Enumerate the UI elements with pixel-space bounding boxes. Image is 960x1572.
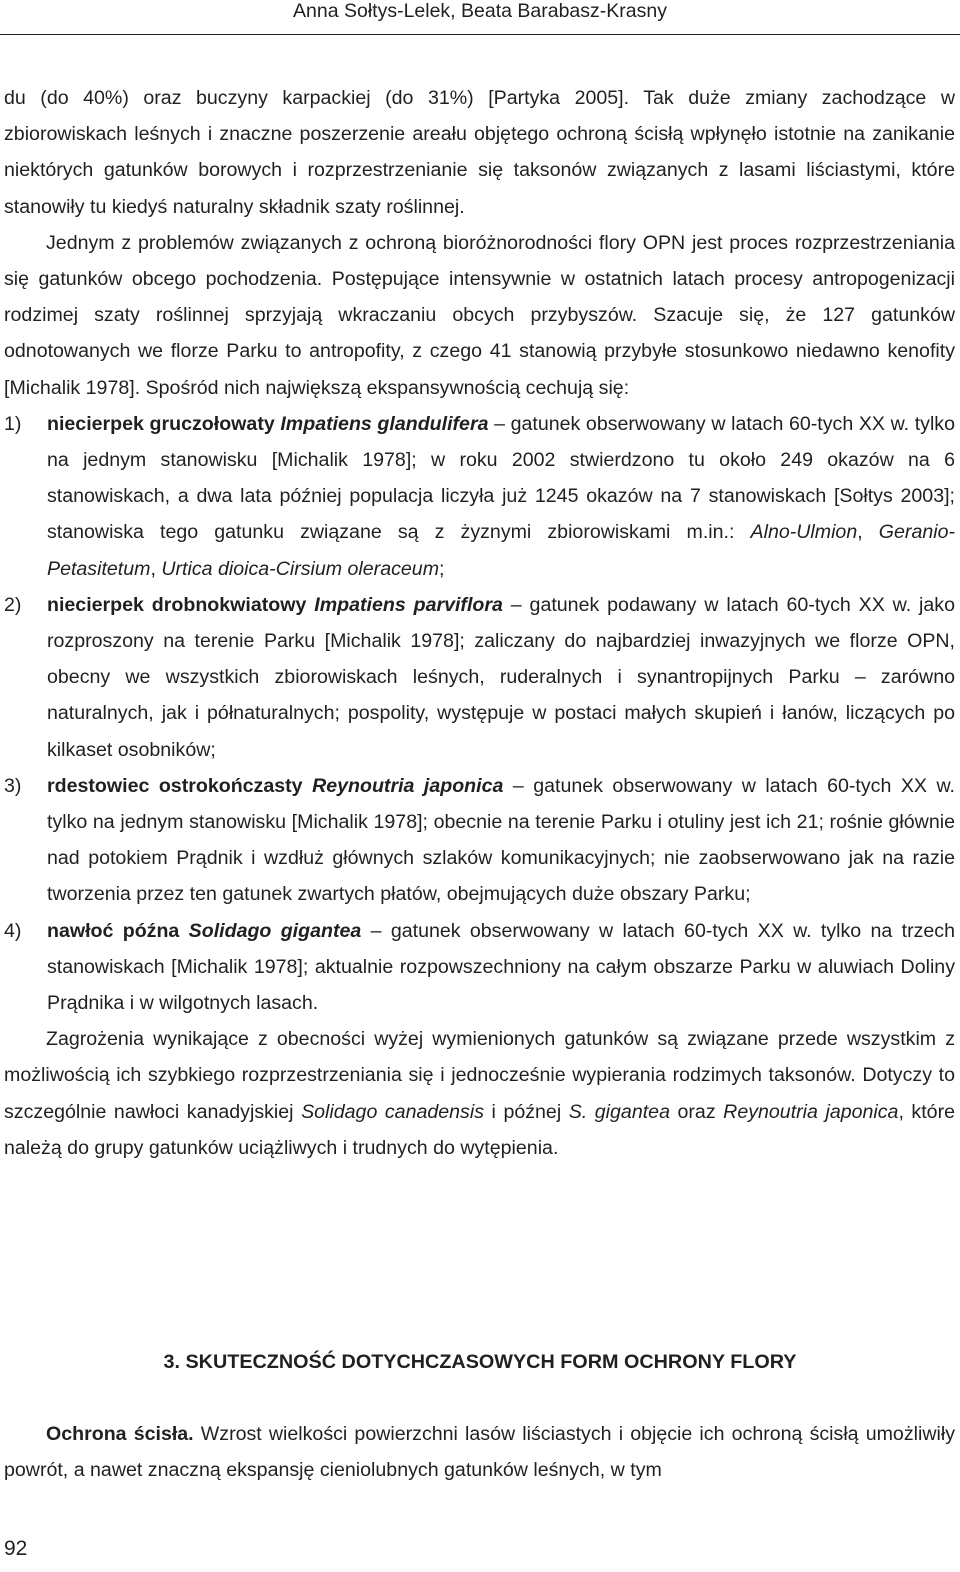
species-list [4, 406, 955, 1021]
syntaxon-name: Geranio-Petasitetum [47, 521, 956, 580]
paragraph-3-text: oraz [669, 1100, 724, 1123]
list-item [4, 587, 955, 768]
species-name-lat: Impatiens glandulifera [280, 412, 489, 435]
species-name-pl: niecierpek gruczołowaty [47, 412, 275, 435]
paragraph-3 [4, 1021, 955, 1166]
separator: , [857, 521, 879, 544]
list-item-text: – gatunek obserwowany w latach 60-tych XX w. tylko na trzech stanowiskach [Michalik 1978]; aktualnie rozpowszechniony na całym obszarze Parku w aluwiach Doliny Prądnika i w wilgotnych lasach. [47, 919, 955, 1015]
species-name-lat: S. gigantea [568, 1100, 670, 1123]
paragraph-4-lead: Ochrona ścisła. [46, 1423, 194, 1445]
syntaxon-name: Alno-Ulmion [750, 521, 858, 544]
list-number: 4) [4, 919, 22, 942]
list-item-end: ; [439, 557, 445, 580]
species-name-lat: Solidago canadensis [301, 1100, 485, 1123]
paragraph-1: du (do 40%) oraz buczyny karpackiej (do 31%) [Partyka 2005]. Tak duże zmiany zachodzące w zbiorowiskach leśnych i znaczne poszerzenie areału objętego ochroną ścisłą wpłynęło istotnie na zanikanie niektórych gatunków borowych i rozprzestrzenianie się taksonów związanych z lasami liściastymi, które stanowiły tu kiedyś naturalny składnik szaty roślinnej. [4, 87, 955, 218]
list-item-text: – gatunek obserwowany w latach 60-tych XX w. tylko na jednym stanowisku [Michalik 1978]; w roku 2002 stwierdzono tu około 249 okazów na 6 stanowiskach, a dwa lata później populacja liczyła już 1245 okazów na 7 stanowiskach [Sołtys 2003]; stanowiska tego gatunku związane są z żyznymi zbiorowiskami m.in.: [47, 412, 955, 544]
species-name-lat: Reynoutria japonica [312, 774, 504, 797]
paragraph-2: Jednym z problemów związanych z ochroną bioróżnorodności flory OPN jest proces rozprzestrzeniania się gatunków obcego pochodzenia. Postępujące intensywnie w ostatnich latach procesy antropogenizacji rodzimej szaty roślinnej sprzyjają wkraczaniu obcych przybyszów. Szacuje się, że 127 gatunków odnotowanych we florze Parku to antropofity, z czego 41 stanowią przybyłe stosunkowo niedawno kenofity [Michalik 1978]. Spośród nich największą ekspansywnością cechują się: [4, 231, 955, 399]
species-name-pl: nawłoć późna [47, 919, 180, 942]
paragraph-4-text: Wzrost wielkości powierzchni lasów liściastych i objęcie ich ochroną ścisłą umożliwiły powrót, a nawet znaczną ekspansję cieniolubnych gatunków leśnych, w tym [4, 1423, 955, 1482]
list-item [4, 768, 955, 913]
header-rule [0, 34, 960, 35]
species-name-lat: Solidago gigantea [188, 919, 362, 942]
list-item [4, 913, 955, 1022]
page-number: 92 [4, 1537, 28, 1560]
separator: , [150, 557, 162, 580]
list-number: 2) [4, 593, 22, 616]
paragraph-3-text: Zagrożenia wynikające z obecności wyżej wymienionych gatunków są związane przede wszystkim z możliwością ich szybkiego rozprzestrzeniania się i jednocześnie wypierania rodzimych taksonów. Dotyczy to szczególnie nawłoci kanadyjskiej [4, 1028, 955, 1123]
list-item-text: – gatunek podawany w latach 60-tych XX w. jako rozproszony na terenie Parku [Michalik 1978]; zaliczany do najbardziej inwazyjnych we florze OPN, obecny we wszystkich zbiorowiskach leśnych, ruderalnych i synantropijnych Parku – zarówno naturalnych, jak i półnaturalnych; pospolity, występuje w postaci małych skupień i łanów, liczących po kilkaset osobników; [47, 593, 955, 761]
paragraph-4 [4, 1416, 955, 1488]
list-item-text: – gatunek obserwowany w latach 60-tych XX w. tylko na jednym stanowisku [Michalik 1978]; obecnie na terenie Parku i otuliny jest ich 21; rośnie głównie nad potokiem Prądnik i wzdłuż głównych szlaków komunikacyjnych; nie zaobserwowano jak na razie tworzenia przez ten gatunek zwartych płatów, obejmujących duże obszary Parku; [47, 774, 955, 906]
section-heading: 3. SKUTECZNOŚĆ DOTYCHCZASOWYCH FORM OCHRONY FLORY [163, 1351, 797, 1373]
list-item [4, 406, 955, 587]
list-number: 3) [4, 774, 22, 797]
running-header [0, 0, 960, 38]
paragraph-3-text: , które należą do grupy gatunków uciążliwych i trudnych do wytępienia. [4, 1100, 955, 1159]
paragraph-3-text: i późnej [484, 1100, 569, 1123]
header-authors: Anna Sołtys-Lelek, Beata Barabasz-Krasny [293, 0, 667, 22]
list-number: 1) [4, 412, 22, 435]
body-text [4, 80, 955, 1166]
species-name-lat: Reynoutria japonica [723, 1100, 899, 1123]
syntaxon-name: Urtica dioica-Cirsium oleraceum [161, 557, 440, 580]
species-name-pl: niecierpek drobnokwiatowy [47, 593, 307, 616]
species-name-lat: Impatiens parviflora [314, 593, 503, 616]
species-name-pl: rdestowiec ostrokończasty [47, 774, 303, 797]
